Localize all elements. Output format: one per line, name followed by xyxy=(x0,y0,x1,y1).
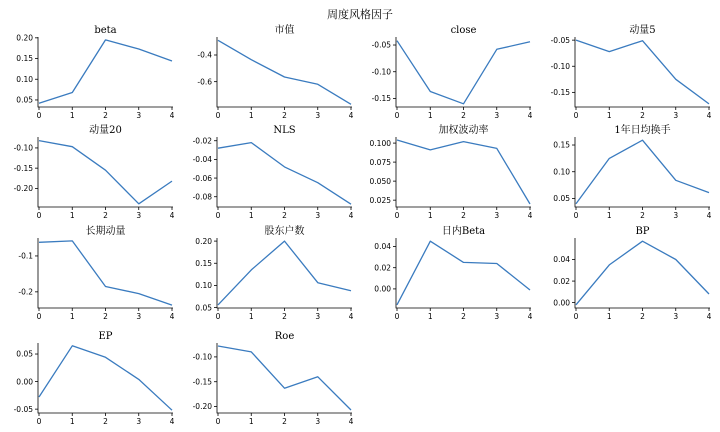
x-tick-label: 3 xyxy=(494,312,500,321)
x-tick-label: 0 xyxy=(215,312,221,321)
series-line xyxy=(397,241,530,305)
x-tick-label: 1 xyxy=(248,111,254,120)
x-tick-label: 1 xyxy=(248,312,254,321)
y-tick-label: 0.075 xyxy=(369,157,391,167)
subplot-title: 动量20 xyxy=(89,125,122,136)
subplot-11 xyxy=(553,226,711,321)
x-tick-label: 2 xyxy=(282,417,287,426)
y-tick-label: 0.05 xyxy=(195,303,212,313)
x-tick-label: 4 xyxy=(169,417,175,426)
subplot-title: 市值 xyxy=(274,25,295,36)
subplot-7 xyxy=(553,123,711,220)
x-tick-label: 2 xyxy=(282,312,287,321)
y-tick-label: 0.05 xyxy=(16,95,33,105)
x-tick-label: 1 xyxy=(248,211,254,220)
y-tick-label: 0.10 xyxy=(16,74,33,84)
y-tick-label: 0.15 xyxy=(553,140,570,150)
x-tick-label: 2 xyxy=(461,211,466,220)
y-tick-label: -0.10 xyxy=(550,61,570,71)
subplot-10 xyxy=(374,224,532,321)
y-tick-label: -0.05 xyxy=(13,404,33,414)
x-tick-label: 0 xyxy=(215,111,221,120)
x-tick-label: 1 xyxy=(606,211,612,220)
y-tick-label: -0.06 xyxy=(192,173,212,183)
axis-spines xyxy=(575,137,710,207)
y-tick-label: -0.02 xyxy=(192,136,212,146)
x-tick-label: 1 xyxy=(69,312,75,321)
subplot-title: beta xyxy=(94,25,117,36)
x-tick-label: 0 xyxy=(215,211,221,220)
x-tick-label: 1 xyxy=(69,111,75,120)
x-tick-label: 4 xyxy=(169,211,175,220)
x-tick-label: 1 xyxy=(69,417,75,426)
x-tick-label: 2 xyxy=(640,312,645,321)
series-line xyxy=(397,140,530,204)
subplot-13 xyxy=(193,331,354,426)
series-line xyxy=(397,41,530,104)
axis-spines xyxy=(38,137,173,207)
y-tick-label: 0.20 xyxy=(16,33,33,43)
y-tick-label: 0.04 xyxy=(553,255,570,265)
y-tick-label: 0.025 xyxy=(369,195,391,205)
y-tick-label: -0.08 xyxy=(192,192,212,202)
y-tick-label: -0.04 xyxy=(192,155,212,165)
y-tick-label: -0.20 xyxy=(192,402,212,412)
series-line xyxy=(39,40,172,103)
x-tick-label: 3 xyxy=(673,211,679,220)
subplot-6 xyxy=(370,123,533,220)
x-tick-label: 4 xyxy=(169,111,175,120)
x-tick-label: 1 xyxy=(606,312,612,321)
y-tick-label: -0.15 xyxy=(550,88,570,98)
subplot-title: EP xyxy=(98,331,113,342)
y-tick-label: 0.100 xyxy=(369,138,391,148)
x-tick-label: 2 xyxy=(103,417,108,426)
x-tick-label: 2 xyxy=(103,312,108,321)
y-tick-label: -0.1 xyxy=(18,251,33,261)
subplot-1 xyxy=(197,23,353,120)
subplot-2 xyxy=(372,25,533,120)
x-tick-label: 4 xyxy=(527,211,533,220)
x-tick-label: 0 xyxy=(573,111,579,120)
subplot-title: 1年日均换手 xyxy=(614,125,671,136)
y-tick-label: 0.00 xyxy=(553,298,570,308)
axis-spines xyxy=(38,238,173,308)
x-tick-label: 4 xyxy=(348,211,354,220)
x-tick-label: 2 xyxy=(640,111,645,120)
subplot-title: 日内Beta xyxy=(441,226,486,237)
x-tick-label: 0 xyxy=(36,312,42,321)
x-tick-label: 3 xyxy=(136,111,142,120)
y-tick-label: -0.2 xyxy=(18,287,33,297)
x-tick-label: 3 xyxy=(673,111,679,120)
y-tick-label: -0.10 xyxy=(13,143,33,153)
x-tick-label: 3 xyxy=(315,211,321,220)
y-tick-label: -0.10 xyxy=(192,352,212,362)
subplot-4 xyxy=(14,123,175,220)
y-tick-label: -0.20 xyxy=(13,184,33,194)
subplot-title: Roe xyxy=(274,331,295,342)
x-tick-label: 0 xyxy=(36,111,42,120)
x-tick-label: 1 xyxy=(427,312,433,321)
subplot-title: 股东户数 xyxy=(264,226,305,237)
x-tick-label: 1 xyxy=(69,211,75,220)
y-tick-label: 0.050 xyxy=(369,176,391,186)
y-tick-label: 0.05 xyxy=(16,349,33,359)
subplot-title: 长期动量 xyxy=(85,226,126,237)
series-line xyxy=(576,40,709,104)
y-tick-label: -0.05 xyxy=(371,40,391,50)
x-tick-label: 1 xyxy=(427,211,433,220)
series-line xyxy=(39,141,172,204)
x-tick-label: 3 xyxy=(673,312,679,321)
x-tick-label: 0 xyxy=(215,417,221,426)
x-tick-label: 4 xyxy=(527,111,533,120)
y-tick-label: 0.00 xyxy=(16,377,33,387)
x-tick-label: 0 xyxy=(573,312,579,321)
axis-spines xyxy=(38,343,173,413)
y-tick-label: -0.4 xyxy=(197,50,212,60)
x-tick-label: 3 xyxy=(315,417,321,426)
x-tick-label: 4 xyxy=(348,417,354,426)
x-tick-label: 1 xyxy=(606,111,612,120)
x-tick-label: 2 xyxy=(282,111,287,120)
x-tick-label: 4 xyxy=(348,111,354,120)
y-tick-label: 0.20 xyxy=(195,236,212,246)
x-tick-label: 4 xyxy=(527,312,533,321)
axis-spines xyxy=(575,238,710,308)
x-tick-label: 2 xyxy=(282,211,287,220)
x-tick-label: 0 xyxy=(394,211,400,220)
x-tick-label: 2 xyxy=(461,111,466,120)
subplot-title: 加权波动率 xyxy=(438,125,489,136)
x-tick-label: 3 xyxy=(315,111,321,120)
subplot-5 xyxy=(193,125,354,220)
x-tick-label: 0 xyxy=(394,312,400,321)
x-tick-label: 4 xyxy=(348,312,354,321)
y-tick-label: 0.10 xyxy=(553,167,570,177)
figure-suptitle: 周度风格因子 xyxy=(327,8,393,21)
axis-spines xyxy=(396,238,531,308)
x-tick-label: 0 xyxy=(573,211,579,220)
subplot-8 xyxy=(18,224,174,321)
subplot-12 xyxy=(14,331,175,426)
x-tick-label: 0 xyxy=(36,417,42,426)
y-tick-label: 0.05 xyxy=(553,194,570,204)
x-tick-label: 0 xyxy=(394,111,400,120)
series-line xyxy=(39,241,172,305)
axis-spines xyxy=(217,37,352,107)
y-tick-label: -0.05 xyxy=(550,35,570,45)
series-line xyxy=(218,143,351,205)
x-tick-label: 2 xyxy=(640,211,645,220)
series-line xyxy=(576,241,709,305)
y-tick-label: 0.02 xyxy=(374,263,391,273)
x-tick-label: 2 xyxy=(103,111,108,120)
x-tick-label: 4 xyxy=(706,211,712,220)
axis-spines xyxy=(217,343,352,413)
x-tick-label: 4 xyxy=(706,111,712,120)
x-tick-label: 3 xyxy=(494,111,500,120)
x-tick-label: 1 xyxy=(248,417,254,426)
y-tick-label: 0.00 xyxy=(374,284,391,294)
subplot-3 xyxy=(551,23,712,120)
x-tick-label: 2 xyxy=(461,312,466,321)
x-tick-label: 3 xyxy=(136,417,142,426)
y-tick-label: -0.15 xyxy=(371,94,391,104)
subplot-title: 动量5 xyxy=(629,25,656,36)
x-tick-label: 0 xyxy=(36,211,42,220)
y-tick-label: 0.15 xyxy=(195,258,212,268)
x-tick-label: 3 xyxy=(315,312,321,321)
axis-spines xyxy=(217,238,352,308)
y-tick-label: 0.10 xyxy=(195,281,212,291)
subplot-0 xyxy=(16,25,174,120)
y-tick-label: -0.15 xyxy=(13,163,33,173)
series-line xyxy=(218,346,351,410)
y-tick-label: -0.6 xyxy=(197,77,212,87)
axis-spines xyxy=(217,137,352,207)
subplot-title: close xyxy=(450,25,477,36)
axis-spines xyxy=(396,37,531,107)
series-line xyxy=(39,346,172,410)
subplot-title: BP xyxy=(635,226,650,237)
y-tick-label: 0.04 xyxy=(374,242,391,252)
y-tick-label: 0.02 xyxy=(553,276,570,286)
y-tick-label: -0.15 xyxy=(192,377,212,387)
x-tick-label: 3 xyxy=(136,211,142,220)
x-tick-label: 4 xyxy=(706,312,712,321)
x-tick-label: 1 xyxy=(427,111,433,120)
x-tick-label: 3 xyxy=(136,312,142,321)
series-line xyxy=(218,241,351,305)
series-line xyxy=(576,140,709,204)
x-tick-label: 2 xyxy=(103,211,108,220)
axis-spines xyxy=(575,37,710,107)
subplot-9 xyxy=(195,224,353,321)
y-tick-label: 0.15 xyxy=(16,54,33,64)
y-tick-label: -0.10 xyxy=(371,67,391,77)
x-tick-label: 3 xyxy=(494,211,500,220)
series-line xyxy=(218,40,351,104)
subplot-title: NLS xyxy=(273,125,296,136)
x-tick-label: 4 xyxy=(169,312,175,321)
